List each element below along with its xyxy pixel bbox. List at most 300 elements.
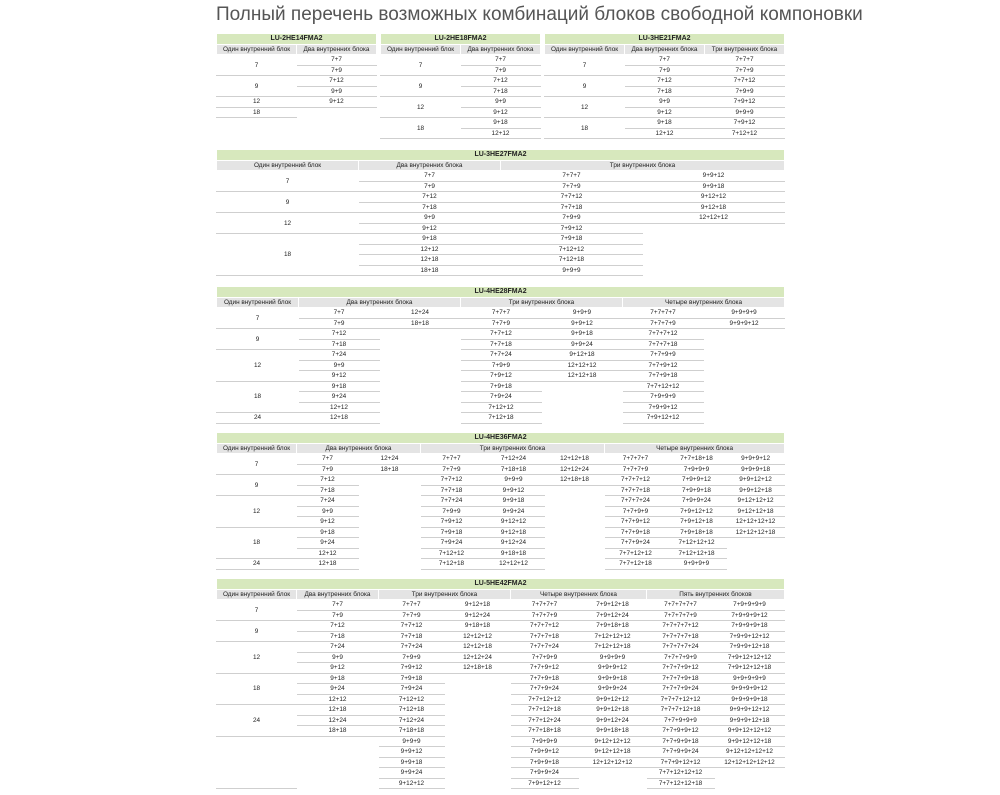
combination-cell: 7+12 [297, 76, 377, 87]
combination-cell: 9+9+9+12 [727, 454, 785, 465]
combination-cell: 7+9+18 [379, 673, 445, 684]
combination-cell: 7+12+18 [461, 413, 542, 424]
column-header: Один внутренний блок [217, 160, 359, 171]
combination-cell: 7+7+7+12+12 [647, 694, 715, 705]
combination-cell: 7+7+24 [461, 350, 542, 361]
table-row [217, 663, 785, 674]
combination-cell: 7+12+12+12 [579, 631, 647, 642]
combination-cell: 7+9 [299, 318, 380, 329]
combination-cell: 7+9+12+12 [623, 413, 704, 424]
table-row [217, 768, 785, 779]
combination-cell: 9+12+12+18 [579, 747, 647, 758]
combination-cell: 9+12+24 [445, 610, 511, 621]
combination-cell [359, 538, 421, 549]
combination-cell: 7+7+12 [421, 475, 483, 486]
combination-cell: 9+12+18 [445, 600, 511, 611]
combination-cell: 18+18 [359, 265, 501, 276]
combination-cell: 7+7+18+18 [667, 454, 727, 465]
combination-cell: 7+12+12+12 [667, 538, 727, 549]
combination-cell: 7+7+12+18 [605, 559, 667, 570]
table-lu-2he14fma2 [216, 33, 377, 118]
column-header: Один внутренний блок [545, 44, 625, 55]
combination-cell: 7+9+9+9+18 [715, 621, 785, 632]
combination-cell: 9+9+9+12+12 [715, 705, 785, 716]
combination-cell [715, 768, 785, 779]
combination-cell [445, 768, 511, 779]
one-unit-cell: 9 [381, 76, 461, 97]
combination-cell: 7+7 [297, 55, 377, 66]
combination-cell: 7+7 [359, 171, 501, 182]
combination-cell [380, 381, 461, 392]
one-unit-cell: 18 [545, 118, 625, 139]
combination-cell: 7+18 [299, 339, 380, 350]
combination-cell: 7+9+18 [501, 234, 643, 245]
combination-cell: 9+18 [359, 234, 501, 245]
combination-cell: 9+12 [299, 371, 380, 382]
model-name: LU-3HE21FMA2 [545, 34, 785, 45]
table-row [217, 726, 785, 737]
combination-cell: 9+9+9+18 [727, 464, 785, 475]
combination-cell [380, 413, 461, 424]
combination-cell: 7+9+9+18 [667, 485, 727, 496]
table-row [217, 747, 785, 758]
combination-cell: 9+9 [625, 97, 705, 108]
combination-cell: 7+9+24 [461, 392, 542, 403]
combination-cell: 7+9+9+9 [667, 464, 727, 475]
combination-cell [542, 392, 623, 403]
combination-cell: 7+7+9+12 [605, 517, 667, 528]
table-row [217, 538, 785, 549]
combination-cell: 9+9+24 [542, 339, 623, 350]
combination-cell: 7+7+9+9+18 [647, 736, 715, 747]
combination-cell: 9+12+12+18 [727, 506, 785, 517]
combination-cell: 7+7+12 [461, 329, 542, 340]
combination-cell: 12+24 [380, 308, 461, 319]
table-row [217, 308, 785, 319]
combination-cell: 9+12+12 [483, 517, 545, 528]
page-title: Полный перечень возможных комбинаций блоков свободной компоновки [216, 4, 863, 25]
one-unit-cell: 24 [217, 413, 299, 424]
combination-cell [359, 559, 421, 570]
combination-cell: 7+7+7+12 [623, 329, 704, 340]
combination-cell: 9+12+12 [379, 778, 445, 789]
combination-cell: 7+9+12 [705, 97, 785, 108]
combination-cell: 9+12+24 [483, 538, 545, 549]
table-row [217, 485, 785, 496]
combination-cell: 7+12 [297, 621, 379, 632]
combination-cell [545, 506, 605, 517]
one-unit-cell: 7 [217, 171, 359, 192]
combination-cell [297, 778, 379, 789]
combination-cell: 7+24 [297, 642, 379, 653]
table-row [217, 778, 785, 789]
model-name: LU-5HE42FMA2 [217, 579, 785, 590]
combination-cell: 7+12+18 [379, 705, 445, 716]
one-unit-cell: 18 [217, 107, 297, 118]
combination-cell: 12+18 [297, 559, 359, 570]
combination-cell: 7+9+18+18 [579, 621, 647, 632]
combination-cell: 7+7+7+18 [511, 631, 579, 642]
combination-cell [545, 538, 605, 549]
combination-cell: 7+7+7+7 [623, 308, 704, 319]
combination-cell: 9+9+12+12+18 [715, 736, 785, 747]
combination-cell: 7+7+12+18 [511, 705, 579, 716]
combination-cell: 9+9+9 [379, 736, 445, 747]
combination-cell: 7+9+9+12 [667, 475, 727, 486]
combination-cell [727, 538, 785, 549]
table-row [217, 213, 785, 224]
combination-cell: 7+12+12 [421, 548, 483, 559]
combination-cell: 7+9+9+9+9 [715, 600, 785, 611]
combination-cell: 12+12+18 [542, 371, 623, 382]
combination-cell: 9+9+9+18 [579, 673, 647, 684]
combination-cell [445, 673, 511, 684]
column-header: Один внутренний блок [217, 297, 299, 308]
combination-cell: 7+7+9+9 [511, 652, 579, 663]
combination-cell [542, 413, 623, 424]
table-row [217, 673, 785, 684]
combination-cell: 7+7+7+9 [605, 464, 667, 475]
combination-cell [380, 392, 461, 403]
combination-cell: 7+7+24 [379, 642, 445, 653]
combination-cell: 7+9+18+18 [667, 527, 727, 538]
model-name: LU-2HE14FMA2 [217, 34, 377, 45]
combination-cell: 7+9+18 [421, 527, 483, 538]
table-row [217, 371, 785, 382]
combination-cell: 9+9+24 [483, 506, 545, 517]
combination-cell [643, 234, 785, 245]
combination-cell: 7+9+9+12 [623, 402, 704, 413]
combination-cell: 9+12 [297, 97, 377, 108]
combination-cell: 9+12 [297, 517, 359, 528]
table-row [217, 548, 785, 559]
one-unit-cell: 7 [217, 308, 299, 329]
combination-cell: 7+7+7+24 [511, 642, 579, 653]
combination-cell [545, 559, 605, 570]
combination-cell: 9+18+18 [483, 548, 545, 559]
column-header: Три внутренних блока [705, 44, 785, 55]
one-unit-cell: 7 [545, 55, 625, 76]
table-row [217, 694, 785, 705]
combination-cell: 7+12+12+18 [667, 548, 727, 559]
combination-cell [704, 350, 785, 361]
combination-cell: 9+9+18 [483, 496, 545, 507]
combination-cell [359, 527, 421, 538]
table-row [217, 381, 785, 392]
table-lu-3he21fma2 [544, 33, 785, 139]
combination-cell: 9+12+12+12 [727, 496, 785, 507]
combination-cell: 12+12+12 [643, 213, 785, 224]
table-lu-3he27fma2 [216, 149, 785, 276]
combination-cell: 7+12+24 [483, 454, 545, 465]
one-unit-cell: 7 [217, 55, 297, 76]
combination-cell: 7+7+7 [705, 55, 785, 66]
combination-cell [359, 496, 421, 507]
combination-cell: 7+9+9+9+12 [715, 610, 785, 621]
combination-cell: 7+9+12 [379, 663, 445, 674]
table-row [217, 192, 785, 203]
combination-cell: 7+9+9 [501, 213, 643, 224]
table-row [217, 339, 785, 350]
combination-cell [579, 768, 647, 779]
combination-cell: 7+7+12+12 [605, 548, 667, 559]
combination-cell: 7+9+24 [379, 684, 445, 695]
combination-cell: 7+7+7 [421, 454, 483, 465]
combination-cell: 9+9 [299, 360, 380, 371]
combination-cell: 9+9+12 [542, 318, 623, 329]
table-row [217, 715, 785, 726]
combination-cell: 12+24 [297, 715, 379, 726]
combination-cell: 18+18 [380, 318, 461, 329]
combination-cell: 7+12+12 [705, 128, 785, 139]
one-unit-cell: 12 [217, 97, 297, 108]
table-row [217, 55, 377, 66]
combination-cell: 7+7+12 [705, 76, 785, 87]
combination-cell: 9+12+18 [483, 527, 545, 538]
column-header: Один внутренний блок [217, 589, 297, 600]
combination-cell: 7+18 [297, 631, 379, 642]
combination-cell: 7+7+7+24 [605, 496, 667, 507]
combination-cell: 7+7+7+7+9 [647, 610, 715, 621]
combination-cell: 7+7+9 [501, 181, 643, 192]
combination-cell: 9+24 [299, 392, 380, 403]
combination-cell [445, 778, 511, 789]
combination-cell: 7+9+12+12+18 [715, 663, 785, 674]
combination-cell [380, 402, 461, 413]
combination-cell: 12+18+18 [545, 475, 605, 486]
combination-cell: 12+12+24 [545, 464, 605, 475]
combination-cell: 7+7+12 [501, 192, 643, 203]
combination-cell: 7+7+9+9+12 [647, 726, 715, 737]
combination-cell: 7+7+9+12+12 [647, 757, 715, 768]
combination-cell: 7+7+9+12 [511, 663, 579, 674]
combination-cell: 7+18 [359, 202, 501, 213]
table-row [217, 318, 785, 329]
combination-cell: 9+9+24 [379, 768, 445, 779]
combination-cell [380, 339, 461, 350]
combination-cell [445, 747, 511, 758]
combination-cell: 7+7+12+12+12 [647, 768, 715, 779]
combination-cell [542, 402, 623, 413]
combination-cell: 7+9 [297, 65, 377, 76]
combination-cell: 7+7+7+18 [623, 339, 704, 350]
column-header: Два внутренних блока [297, 44, 377, 55]
combination-cell: 7+9+9 [705, 86, 785, 97]
combination-cell: 7+12+12 [461, 402, 542, 413]
combination-cell [704, 413, 785, 424]
combination-cell: 7+7+9 [379, 610, 445, 621]
combination-cell: 7+12 [359, 192, 501, 203]
combination-cell: 9+9 [359, 213, 501, 224]
table-row [217, 107, 377, 118]
combination-cell: 7+7+7+12 [511, 621, 579, 632]
table-row [217, 76, 377, 87]
one-unit-cell: 24 [217, 559, 297, 570]
combination-cell [297, 736, 379, 747]
combination-cell: 7+12+18 [501, 255, 643, 266]
combination-cell: 7+7+7 [379, 600, 445, 611]
combination-cell [297, 768, 379, 779]
combination-cell: 9+9+12+18 [579, 705, 647, 716]
combination-cell: 9+9+12+12 [579, 694, 647, 705]
combination-cell: 7+7+9+12 [623, 360, 704, 371]
combination-cell [545, 527, 605, 538]
combination-cell: 12+12 [625, 128, 705, 139]
column-header: Два внутренних блока [461, 44, 541, 55]
combination-cell: 9+18 [625, 118, 705, 129]
combination-cell: 7+9+9+12 [511, 747, 579, 758]
combination-cell: 12+18 [297, 705, 379, 716]
combination-cell: 12+18 [299, 413, 380, 424]
column-header: Три внутренних блока [379, 589, 511, 600]
table-row [217, 360, 785, 371]
combination-cell: 12+12+12+18 [727, 527, 785, 538]
combination-cell: 12+18 [359, 255, 501, 266]
combination-cell: 9+9+18+18 [579, 726, 647, 737]
combination-cell: 7+18 [461, 86, 541, 97]
table-row [217, 464, 785, 475]
combination-cell: 7+9+12+24 [579, 610, 647, 621]
combination-cell [643, 223, 785, 234]
combination-cell: 7+9+12+12 [511, 778, 579, 789]
combination-cell: 7+7+7+9+24 [647, 684, 715, 695]
combination-cell: 7+9+12+18 [667, 517, 727, 528]
combination-cell: 12+12 [461, 128, 541, 139]
table-row [217, 621, 785, 632]
table-row [217, 559, 785, 570]
combination-cell: 9+12+12 [643, 192, 785, 203]
combination-cell [359, 517, 421, 528]
combination-cell: 9+12+12+12 [579, 736, 647, 747]
table-row [217, 392, 785, 403]
column-header: Четыре внутренних блока [623, 297, 785, 308]
combination-cell: 9+9+12 [379, 747, 445, 758]
combination-cell: 7+12 [297, 475, 359, 486]
combination-cell: 7+7+7+12+18 [647, 705, 715, 716]
combination-cell: 9+9+18 [379, 757, 445, 768]
combination-cell: 7+9+9 [461, 360, 542, 371]
combination-cell: 9+12+12+12+12 [715, 747, 785, 758]
combination-cell [297, 747, 379, 758]
combination-cell: 9+9+9 [705, 107, 785, 118]
combination-cell: 12+12+12 [483, 559, 545, 570]
table-row [381, 76, 541, 87]
combination-cell: 7+7+7+9+9 [647, 652, 715, 663]
combination-cell: 18+18 [359, 464, 421, 475]
combination-cell: 9+9+9 [542, 308, 623, 319]
combination-cell [359, 475, 421, 486]
combination-cell: 9+24 [297, 538, 359, 549]
table-row [217, 600, 785, 611]
combination-cell: 9+18+18 [445, 621, 511, 632]
table-row [545, 55, 785, 66]
combination-cell: 9+9+9+9 [704, 308, 785, 319]
one-unit-cell: 24 [217, 705, 297, 737]
combination-cell [579, 778, 647, 789]
combination-cell: 7+12+12 [501, 244, 643, 255]
combination-cell: 12+12+12+12 [579, 757, 647, 768]
combination-cell: 9+9+12 [643, 171, 785, 182]
combination-cell: 9+9 [297, 86, 377, 97]
combination-cell: 12+12+18 [445, 642, 511, 653]
combination-cell: 7+7+24 [421, 496, 483, 507]
combination-cell [380, 371, 461, 382]
one-unit-cell: 9 [545, 76, 625, 97]
combination-cell: 7+7 [625, 55, 705, 66]
combination-cell: 7+7+7+18 [605, 485, 667, 496]
combination-cell: 7+9+12 [705, 118, 785, 129]
combination-cell: 7+9+18 [461, 381, 542, 392]
combination-cell: 7+12+12 [379, 694, 445, 705]
combination-cell: 12+12+12 [542, 360, 623, 371]
combination-cell: 12+12+12+12+12 [715, 757, 785, 768]
combination-cell: 7+7 [297, 600, 379, 611]
combination-cell: 12+12 [297, 548, 359, 559]
one-unit-cell: 18 [381, 118, 461, 139]
combination-cell: 7+9+9+9 [511, 736, 579, 747]
combination-cell [545, 548, 605, 559]
model-name: LU-3HE27FMA2 [217, 150, 785, 161]
combination-cell: 7+9+12+12 [667, 506, 727, 517]
column-header: Четыре внутренних блока [605, 443, 785, 454]
combination-cell [704, 402, 785, 413]
combination-cell: 9+18 [297, 527, 359, 538]
combination-cell: 7+9+24 [421, 538, 483, 549]
combination-cell: 12+24 [359, 454, 421, 465]
combination-cell: 9+12 [625, 107, 705, 118]
combination-cell: 9+9+9+12 [704, 318, 785, 329]
model-name: LU-4HE28FMA2 [217, 287, 785, 298]
combination-cell: 7+7+18 [461, 339, 542, 350]
table-row [217, 496, 785, 507]
combination-cell: 18+18 [297, 726, 379, 737]
combination-cell: 9+9+9+24 [579, 684, 647, 695]
combination-cell: 7+7+12+12 [623, 381, 704, 392]
combination-cell: 7+7+7 [501, 171, 643, 182]
combination-cell: 7+7+9 [421, 464, 483, 475]
combination-cell: 9+9+12+18 [727, 485, 785, 496]
one-unit-cell: 12 [217, 350, 299, 382]
one-unit-cell: 9 [217, 329, 299, 350]
table-row [217, 329, 785, 340]
combination-cell: 7+12+24 [379, 715, 445, 726]
table-row [217, 517, 785, 528]
combination-cell [643, 265, 785, 276]
one-unit-cell: 7 [217, 454, 297, 475]
combination-cell: 12+12 [359, 244, 501, 255]
combination-cell: 9+12 [297, 663, 379, 674]
combination-cell: 9+9+12+12 [727, 475, 785, 486]
one-unit-cell: 7 [217, 600, 297, 621]
table-lu-4he28fma2 [216, 286, 785, 424]
combination-cell: 7+12+12+18 [579, 642, 647, 653]
table-lu-5he42fma2 [216, 578, 785, 789]
combination-cell [297, 757, 379, 768]
combination-cell: 9+12+18 [643, 202, 785, 213]
table-lu-4he36fma2 [216, 432, 785, 570]
table-row [545, 97, 785, 108]
combination-cell: 7+12 [625, 76, 705, 87]
one-unit-cell: 12 [545, 97, 625, 118]
combination-cell: 7+9 [359, 181, 501, 192]
one-unit-cell: 18 [217, 673, 297, 705]
combination-cell: 7+9+9+9 [623, 392, 704, 403]
combination-cell [704, 339, 785, 350]
combination-cell [643, 255, 785, 266]
combination-cell [297, 107, 377, 118]
one-unit-cell: 9 [217, 76, 297, 97]
combination-cell: 9+12 [461, 107, 541, 118]
